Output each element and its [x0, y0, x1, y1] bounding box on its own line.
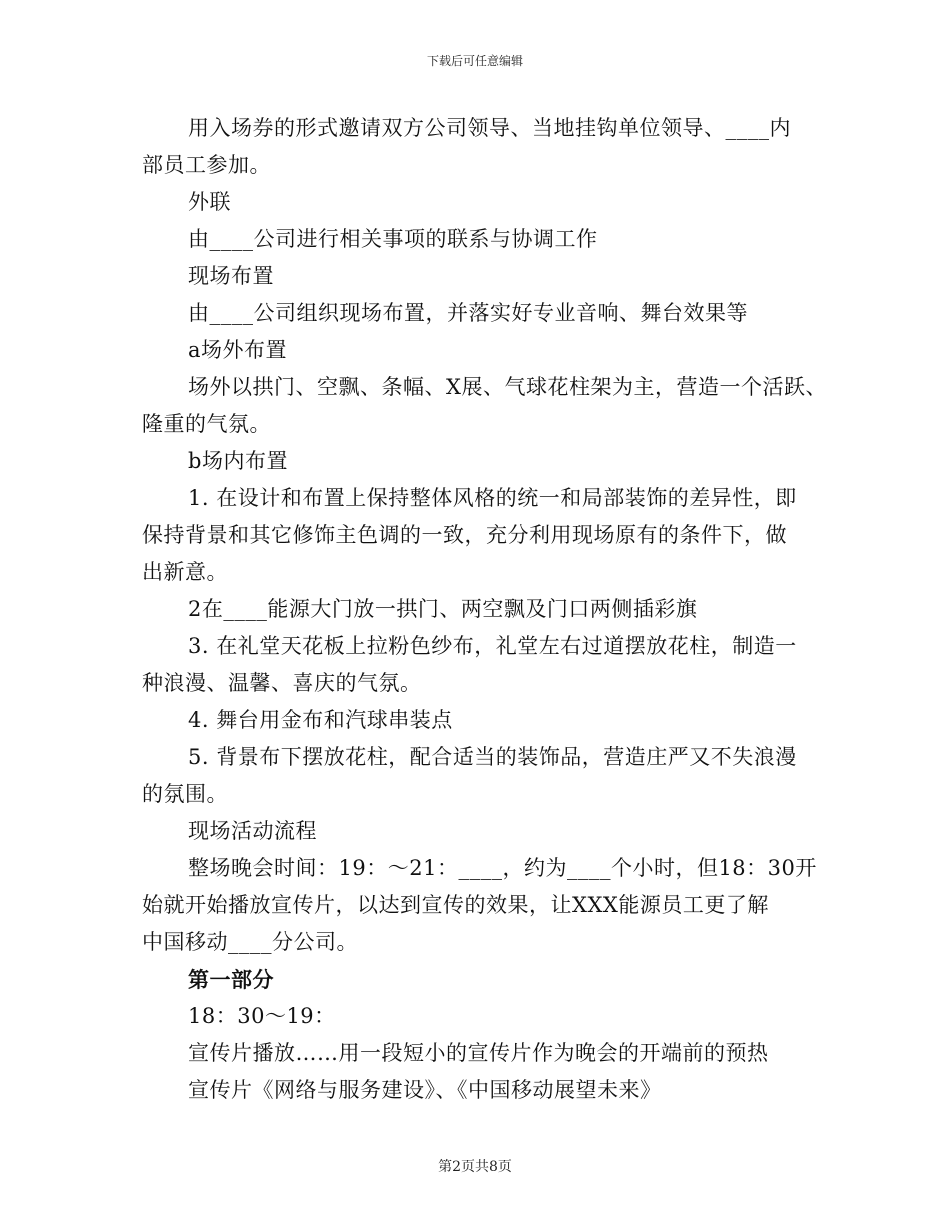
- line-text: 保持背景和其它修饰主色调的一致，充分利用现场原有的条件下，做: [142, 523, 787, 547]
- text-line: [142, 1035, 832, 1072]
- line-text: 现场活动流程: [188, 819, 317, 843]
- subsection-heading: [142, 332, 832, 369]
- line-text: 2在____能源大门放一拱门、两空飘及门口两侧插彩旗: [188, 597, 698, 621]
- section-heading: [142, 258, 832, 295]
- text-line: [142, 110, 832, 147]
- subsection-heading: [142, 443, 832, 480]
- section-heading: [142, 184, 832, 221]
- text-line: [142, 1072, 832, 1109]
- line-text: 由____公司进行相关事项的联系与协调工作: [188, 227, 598, 251]
- text-line: [142, 369, 832, 406]
- list-item: [142, 702, 832, 739]
- line-text: 整场晚会时间：19：～21：____，约为____个小时，但18：30开: [188, 856, 817, 880]
- list-item: [142, 628, 832, 665]
- line-text: 第一部分: [188, 967, 274, 992]
- line-text: 中国移动____分公司。: [142, 930, 358, 954]
- text-line: [142, 554, 832, 591]
- text-line: [142, 665, 832, 702]
- part-heading: [142, 961, 832, 998]
- line-text: 4. 舞台用金布和汽球串装点: [188, 708, 453, 732]
- line-text: 种浪漫、温馨、喜庆的气氛。: [142, 671, 422, 695]
- line-text: 出新意。: [142, 560, 228, 584]
- page-header: 下载后可任意编辑: [426, 54, 523, 68]
- text-line: [142, 406, 832, 443]
- text-line: [142, 147, 832, 184]
- time-slot: [142, 998, 832, 1035]
- line-text: 场外以拱门、空飘、条幅、X展、气球花柱架为主，营造一个活跃、: [188, 375, 827, 399]
- text-line: [142, 295, 832, 332]
- line-text: 用入场券的形式邀请双方公司领导、当地挂钩单位领导、____内: [188, 116, 791, 140]
- line-text: b场内布置: [188, 449, 288, 473]
- list-item: [142, 739, 832, 776]
- document-body: [142, 110, 832, 1109]
- line-text: 1. 在设计和布置上保持整体风格的统一和局部装饰的差异性，即: [188, 486, 797, 510]
- text-line: [142, 517, 832, 554]
- line-text: 现场布置: [188, 264, 274, 288]
- line-text: 18：30～19：: [188, 1004, 336, 1028]
- line-text: 部员工参加。: [142, 153, 271, 177]
- list-item: [142, 591, 832, 628]
- text-line: [142, 924, 832, 961]
- text-line: [142, 850, 832, 887]
- line-text: 始就开始播放宣传片，以达到宣传的效果，让XXX能源员工更了解: [142, 893, 769, 917]
- line-text: 隆重的气氛。: [142, 412, 271, 436]
- line-text: a场外布置: [188, 338, 288, 362]
- text-line: [142, 776, 832, 813]
- text-line: [142, 887, 832, 924]
- line-text: 宣传片《网络与服务建设》、《中国移动展望未来》: [188, 1078, 662, 1102]
- section-heading: [142, 813, 832, 850]
- page-number: 第2页共8页: [438, 1159, 512, 1175]
- line-text: 外联: [188, 190, 231, 214]
- line-text: 5. 背景布下摆放花柱，配合适当的装饰品，营造庄严又不失浪漫: [188, 745, 797, 769]
- line-text: 的氛围。: [142, 782, 228, 806]
- text-line: [142, 221, 832, 258]
- line-text: 由____公司组织现场布置，并落实好专业音响、舞台效果等: [188, 301, 748, 325]
- line-text: 宣传片播放……用一段短小的宣传片作为晚会的开端前的预热: [188, 1041, 769, 1065]
- list-item: [142, 480, 832, 517]
- line-text: 3. 在礼堂天花板上拉粉色纱布，礼堂左右过道摆放花柱，制造一: [188, 634, 797, 658]
